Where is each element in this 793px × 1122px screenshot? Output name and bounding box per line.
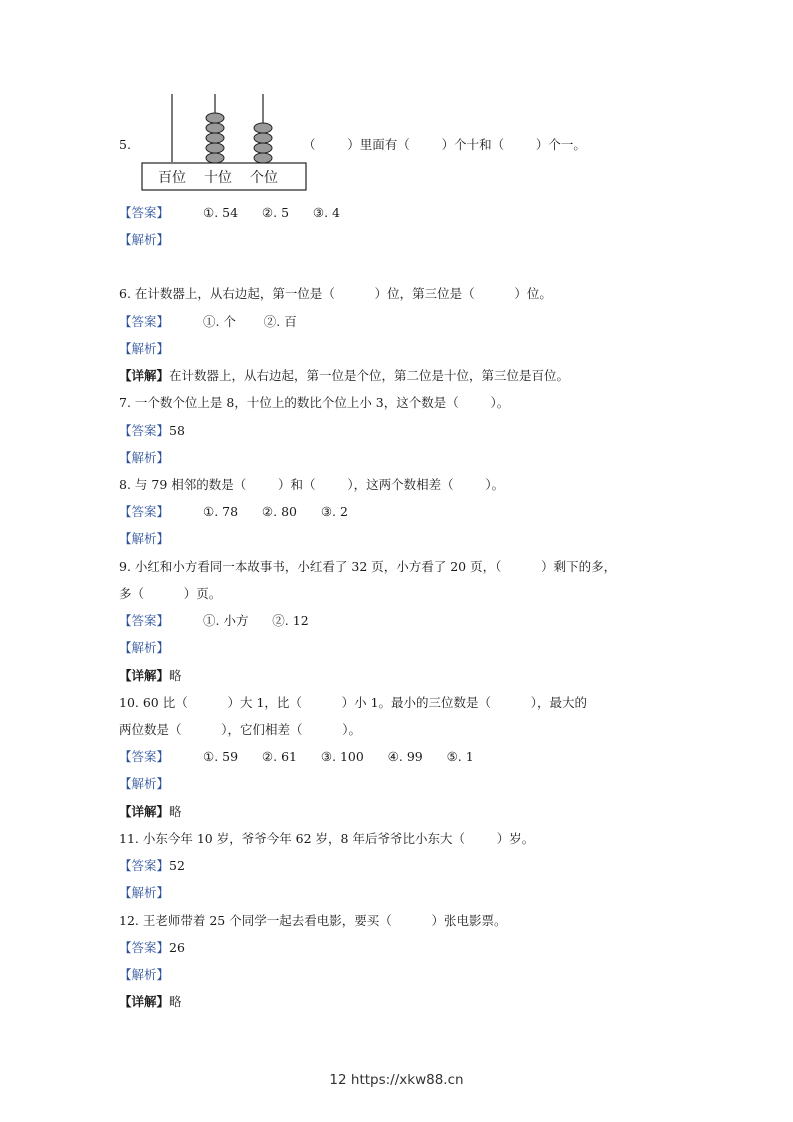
- analysis-tag: 【解析】: [119, 531, 170, 546]
- q9-detail: 略: [169, 668, 182, 683]
- analysis-tag: 【解析】: [119, 776, 170, 791]
- q9-question-line2: 多（ ）页。: [119, 586, 222, 601]
- q8-answer-row: [119, 504, 348, 520]
- q7-analysis-row: [119, 450, 169, 466]
- q8-question: 8. 与 79 相邻的数是（ ）和（ ），这两个数相差（ ）。: [119, 477, 505, 492]
- q8-answer: ①. 78 ②. 80 ③. 2: [203, 504, 348, 519]
- abacus-bead: [206, 143, 224, 153]
- analysis-tag: 【解析】: [119, 885, 170, 900]
- analysis-tag: 【解析】: [119, 341, 170, 356]
- q5-answer-row: [119, 205, 340, 221]
- label-tens: 十位: [204, 170, 232, 186]
- q8-analysis-row: [119, 531, 169, 547]
- q7-answer: 58: [169, 423, 185, 438]
- label-hundreds: 百位: [158, 170, 186, 186]
- q6-analysis-row: [119, 341, 169, 357]
- page-footer: 12 https://xkw88.cn: [329, 1072, 464, 1088]
- q5-question: （ ）里面有（ ）个十和（ ）个一。: [303, 137, 586, 152]
- q11-analysis-row: [119, 885, 169, 901]
- q6-detail-row: [119, 368, 569, 384]
- analysis-tag: 【解析】: [119, 450, 170, 465]
- q6-answer: ①. 个 ②. 百: [203, 314, 297, 329]
- answer-tag: 【答案】: [119, 504, 170, 519]
- detail-tag: 【详解】: [119, 804, 170, 819]
- q10-answer: ①. 59 ②. 61 ③. 100 ④. 99 ⑤. 1: [203, 749, 474, 764]
- abacus-bead: [254, 153, 272, 163]
- detail-tag: 【详解】: [119, 994, 170, 1009]
- q5-number: 5.: [119, 137, 131, 152]
- abacus-bead: [254, 123, 272, 133]
- abacus-bead: [206, 133, 224, 143]
- q10-question-line2: 两位数是（ ），它们相差（ ）。: [119, 722, 361, 737]
- q12-detail-row: [119, 994, 182, 1010]
- q9-answer-row: [119, 613, 309, 629]
- q10-analysis-row: [119, 776, 169, 792]
- q9-answer: ①. 小方 ②. 12: [203, 613, 309, 628]
- q6-question: 6. 在计数器上，从右边起，第一位是（ ）位，第三位是（ ）位。: [119, 286, 552, 301]
- q9-detail-row: [119, 668, 182, 684]
- abacus-bead: [206, 153, 224, 163]
- ones-beads: [254, 123, 272, 163]
- answer-tag: 【答案】: [119, 205, 170, 220]
- q7-answer-row: [119, 423, 185, 439]
- q10-detail: 略: [169, 804, 182, 819]
- q10-answer-row: [119, 749, 474, 765]
- q10-question-line1: 10. 60 比（ ）大 1，比（ ）小 1。最小的三位数是（ ），最大的: [119, 695, 588, 710]
- q12-question: 12. 王老师带着 25 个同学一起去看电影，要买（ ）张电影票。: [119, 913, 507, 928]
- q11-question: 11. 小东今年 10 岁，爷爷今年 62 岁，8 年后爷爷比小东大（ ）岁。: [119, 831, 535, 846]
- abacus-bead: [254, 133, 272, 143]
- tens-beads: [206, 113, 224, 163]
- abacus-bead: [206, 113, 224, 123]
- analysis-tag: 【解析】: [119, 967, 170, 982]
- abacus-bead: [206, 123, 224, 133]
- answer-tag: 【答案】: [119, 314, 170, 329]
- q11-answer: 52: [169, 858, 185, 873]
- answer-tag: 【答案】: [119, 940, 170, 955]
- q9-analysis-row: [119, 640, 169, 656]
- q7-question: 7. 一个数个位上是 8，十位上的数比个位上小 3，这个数是（ ）。: [119, 395, 510, 410]
- q11-answer-row: [119, 858, 185, 874]
- detail-tag: 【详解】: [119, 668, 170, 683]
- abacus-bead: [254, 143, 272, 153]
- q9-question-line1: 9. 小红和小方看同一本故事书，小红看了 32 页，小方看了 20 页，（ ）剩下的多，: [119, 559, 617, 574]
- abacus-diagram: [140, 92, 310, 192]
- q6-answer-row: [119, 314, 297, 330]
- q12-detail: 略: [169, 994, 182, 1009]
- answer-tag: 【答案】: [119, 613, 170, 628]
- q5-analysis-row: [119, 232, 169, 248]
- detail-tag: 【详解】: [119, 368, 170, 383]
- q6-detail: 在计数器上，从右边起，第一位是个位，第二位是十位，第三位是百位。: [169, 368, 570, 383]
- q12-analysis-row: [119, 967, 169, 983]
- analysis-tag: 【解析】: [119, 640, 170, 655]
- q10-detail-row: [119, 804, 182, 820]
- q5-answer: ①. 54 ②. 5 ③. 4: [203, 205, 340, 220]
- analysis-tag: 【解析】: [119, 232, 170, 247]
- answer-tag: 【答案】: [119, 423, 170, 438]
- q12-answer: 26: [169, 940, 185, 955]
- answer-tag: 【答案】: [119, 858, 170, 873]
- label-ones: 个位: [250, 170, 278, 186]
- q12-answer-row: [119, 940, 185, 956]
- answer-tag: 【答案】: [119, 749, 170, 764]
